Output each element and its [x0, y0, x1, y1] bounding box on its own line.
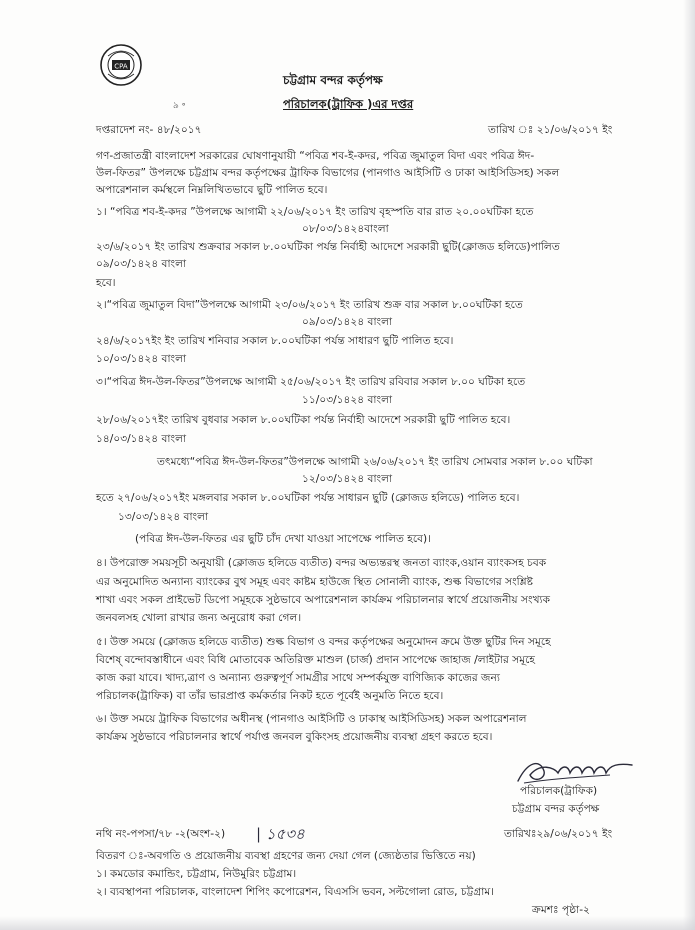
distribution-line: বিতরণ ঃ-অবগতি ও প্রয়োজনীয় ব্যবস্থা গ্রহণের জন্য দেয়া গেল (জ্যেষ্ঠতার ভিত্তিতে নয়)	[96, 850, 476, 862]
item3-line: ১৪/০৩/১৪২৪ বাংলা	[96, 433, 187, 445]
intro-line: অপারেশনাল কর্মস্থলে নিম্নলিখিতভাবে ছুটি পালিত হবে।	[96, 184, 328, 196]
item3-line: ৩।“পবিত্র ঈদ-উল-ফিতর”উপলক্ষে আগামী ২৫/০৬/২০১৭ ইং তারিখ রবিবার সকাল ৮.০০ ঘটিকা হতে	[96, 376, 526, 388]
item3-line: হতে ২৭/০৬/২০১৭ইং মঙ্গলবার সকাল ৮.০০ঘটিকা পর্যন্ত সাধারন ছুটি (ক্লোজড হলিডে) পালিত হবে।	[96, 492, 520, 504]
item1-line: ১। “পবিত্র শব-ই-কদর ”উপলক্ষে আগামী ২২/০৬/২০১৭ ইং তারিখ বৃহস্পতি বার রাত ২০.০০ঘটিকা হতে	[96, 206, 534, 218]
office-name: পরিচালক(ট্রাফিক )এর দপ্তর	[283, 97, 414, 111]
item2-line: ১০/০৩/১৪২৪ বাংলা	[96, 353, 187, 365]
item6-line: কার্যক্রম সুষ্ঠভাবে পরিচালনার স্বার্থে পর্যাপ্ত জনবল বুকিংসহ প্রয়োজনীয় ব্যবস্থা গ্রহণ করতে হবে।	[96, 731, 493, 743]
item1-line: ০৯/০৩/১৪২৪ বাংলা	[96, 258, 187, 270]
item1-line: ২৩/৬/২০১৭ ইং তারিখ শুক্রবার সকাল ৮.০০ঘটিকা পর্যন্ত নির্বাহী আদেশে সরকারী ছুটি(ক্লোজড হলিডে)পালিত	[96, 241, 560, 253]
handwritten-number: | ১৫৩৪	[256, 825, 305, 843]
item5-line: কাজ করা যাবে। খাদ্য,ত্রাণ ও অন্যান্য গুরুত্বপূর্ণ সামগ্রীর সাথে সম্পর্কযুক্ত বাণিজ্যিক কাজের জন্য	[96, 672, 500, 684]
item5-line: ৫। উক্ত সময়ে (ক্লোজড হলিডে ব্যতীত) শুল্ক বিভাগ ও বন্দর কর্তৃপক্ষের অনুমোদন ক্রমে উক্ত ছুটির দিন সমূহে	[96, 636, 551, 648]
footer-date: তারিখঃ২৯/০৬/২০১৭ ইং	[504, 828, 613, 840]
svg-text:CPA: CPA	[114, 62, 128, 71]
recipient-item: ২। ব্যবস্থাপনা পরিচালক, বাংলাদেশ শিপিং কপোরেশন, বিএসসি ভবন, সল্টগোলা রোড, চট্টগ্রাম।	[96, 886, 494, 898]
memo-date: তারিখ ঃ ২১/০৬/২০১৭ ইং	[488, 124, 613, 136]
item2-line: ০৯/০৩/১৪২৪ বাংলা	[302, 316, 393, 328]
recipient-item: ১। কমডোর কমান্ডিং, চট্টগ্রাম, নিউমুরিং চট্টগ্রাম।	[96, 868, 297, 880]
item2-line: ২।“পবিত্র জুমাতুল বিদা”উপলক্ষে আগামী ২৩/০৬/২০১৭ ইং তারিখ শুক্র বার সকাল ৮.০০ঘটিকা হতে	[96, 299, 523, 311]
item5-line: পরিচালক(ট্রাফিক) বা তাঁর ভারপ্রাপ্ত কর্মকর্তার নিকট হতে পূর্বেই অনুমতি নিতে হবে।	[96, 690, 444, 702]
organization-name: চট্টগ্রাম বন্দর কর্তৃপক্ষ	[283, 73, 383, 87]
item6-line: ৬। উক্ত সময়ে ট্রাফিক বিভাগের অধীনস্থ (পানগাও আইসিটি ও ঢাকাস্থ আইসিডিসহ) সকল অপারেশনাল	[96, 713, 527, 725]
item4-line: ৪। উপরোক্ত সময়সূচী অনুযায়ী (ক্লোজড হলিডে ব্যতীত) বন্দর অভ্যন্তরস্থ জনতা ব্যাংক,ওয়ান ব্যাংকসহ চবক	[96, 557, 547, 569]
signatory-org: চট্টগ্রাম বন্দর কর্তৃপক্ষ	[512, 803, 600, 815]
item3-line: ১৩/০৩/১৪২৪ বাংলা	[118, 511, 209, 523]
port-authority-logo	[100, 44, 142, 86]
intro-line: উল-ফিতর” উপলক্ষে চট্টগ্রাম বন্দর কর্তৃপক্ষের ট্রাফিক বিভাগের (পানগাও আইসিটি ও ঢাকা আইসিডিসহ) সকল	[96, 167, 560, 179]
memo-number: দপ্তরাদেশ নং- ৪৮/২০১৭	[96, 124, 202, 136]
item5-line: বিশেষ্‌ বন্দোবস্তাধীনে এবং বিধি মোতাবেক অতিরিক্ত মাশুল (চার্জ) প্রদান সাপেক্ষে জাহাজ /লাইটার সমূহে	[96, 654, 535, 666]
item4-line: শাখা এবং সকল প্রাইভেট ডিপো সমূহকে সুষ্ঠভাবে অপারেশনাল কার্যক্রম পরিচালনার স্বার্থে প্রয়োজনীয় সংখ্যক	[96, 594, 551, 606]
item1-line: হবে।	[96, 277, 116, 289]
item3-line: ২৮/০৬/২০১৭ইং তারিখ বুধবার সকাল ৮.০০ঘটিকা পর্যন্ত নির্বাহী আদেশে সরকারী ছুটি পালিত হবে।	[96, 414, 511, 426]
page-bottom-shadow	[0, 916, 695, 930]
item2-line: ২৪/৬/২০১৭ইং ইং তারিখ শনিবার সকাল ৮.০০ঘটিকা পর্যন্ত সাধারণ ছুটি পালিত হবে।	[96, 335, 454, 347]
item3-line: ১২/০৩/১৪২৪ বাংলা	[302, 473, 393, 485]
item3-line: ১১/০৩/১৪২৪ বাংলা	[302, 394, 393, 406]
item3-note: (পবিত্র ঈদ-উল-ফিতর এর ছুটি চাঁদ দেখা যাওয়া সাপেক্ষে পালিত হবে)।	[135, 533, 431, 545]
item3-line: তৎমধ্যে“পবিত্র ঈদ-উল-ফিতর”উপলক্ষে আগামী ২৬/০৬/২০১৭ ইং তারিখ সোমবার সকাল ৮.০০ ঘটিকা	[157, 456, 593, 468]
item4-line: জনবলসহ খোলা রাখার জন্য অনুরোধ করা গেল।	[96, 612, 302, 624]
page-edge-shadow	[683, 0, 695, 930]
item1-line: ০৮/০৩/১৪২৪বাংলা	[302, 223, 389, 235]
continued-note: ক্রমশঃ পৃষ্ঠা-২	[532, 904, 590, 916]
item4-line: এর অনুমোদিত অন্যান্য ব্যাংকের বুথ সমূহ এবং কাষ্টম হাউজে স্থিত সোনালী ব্যাংক, শুল্ক বিভাগের সংশ্লিষ্ট	[96, 576, 533, 588]
file-number: নথি নং-পপসা/৭৮ -২(অংশ-২)	[96, 828, 226, 840]
marginal-mark: ৯ ॰	[173, 101, 186, 111]
intro-line: গণ-প্রজাতন্ত্রী বাংলাদেশ সরকারের ঘোষণানুযায়ী “পবিত্র শব-ই-কদর, পবিত্র জুমাতুল বিদা এবং পবিত্র ঈদ-	[96, 150, 535, 162]
signatory-title: পরিচালক(ট্রাফিক)	[520, 785, 598, 797]
